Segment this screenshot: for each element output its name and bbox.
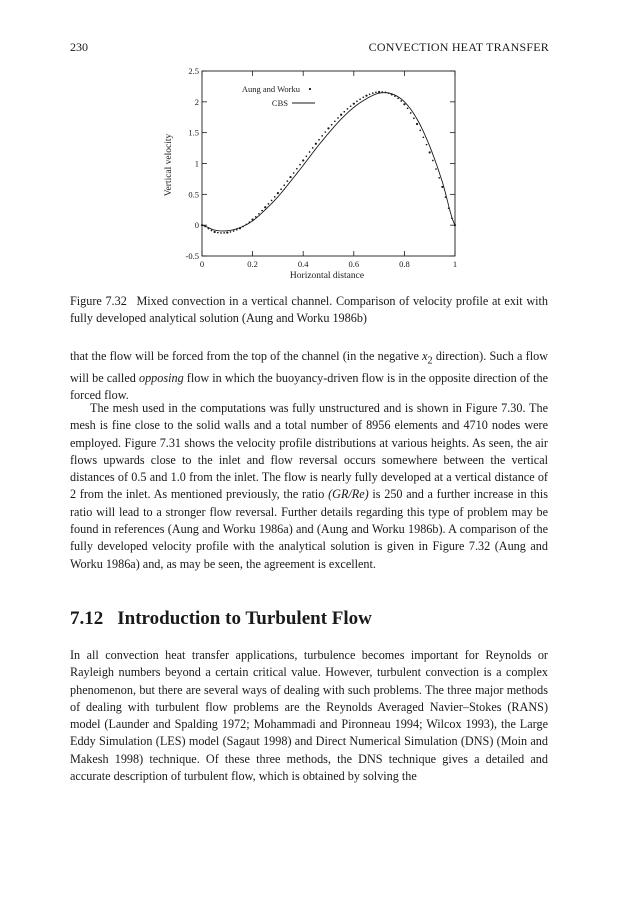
series-dot-aung-worku — [268, 203, 270, 205]
series-dot-aung-worku — [299, 164, 301, 166]
paragraph-continuation — [70, 348, 548, 404]
y-tick-label: 2.5 — [188, 66, 199, 76]
series-dot-aung-worku — [426, 144, 428, 146]
x-axis — [200, 71, 457, 269]
series-dot-aung-worku — [223, 232, 225, 234]
series-dot-aung-worku — [280, 188, 282, 190]
math-x: x — [422, 349, 428, 363]
section-heading — [70, 608, 372, 630]
series-dot-aung-worku — [217, 232, 219, 234]
y-tick-label: 0 — [194, 220, 199, 231]
series-dot-aung-worku — [442, 186, 444, 188]
series-dot-aung-worku — [211, 230, 213, 232]
series-dot-aung-worku — [220, 232, 222, 234]
series-dot-aung-worku — [366, 95, 368, 97]
series-dot-aung-worku — [423, 136, 425, 138]
ratio-gr-re: (GR/Re) — [328, 487, 369, 502]
series-dot-aung-worku — [283, 184, 285, 186]
y-axis — [186, 66, 455, 261]
series-dot-aung-worku — [296, 168, 298, 170]
series-dot-aung-worku — [356, 101, 358, 103]
series-dot-aung-worku — [230, 231, 232, 233]
x-tick-label: 0.4 — [297, 259, 309, 269]
series-dot-aung-worku — [369, 93, 371, 95]
series-dot-aung-worku — [400, 100, 402, 102]
series-dot-aung-worku — [324, 131, 326, 133]
legend-label-cbs: CBS — [271, 98, 288, 108]
series-dot-aung-worku — [413, 117, 415, 119]
section-number: 7.12 — [70, 608, 104, 629]
series-dot-aung-worku — [302, 160, 304, 162]
series-dot-aung-worku — [416, 123, 418, 125]
series-dot-aung-worku — [214, 231, 216, 233]
series-dot-aung-worku — [306, 155, 308, 157]
x-tick-label: 1 — [452, 259, 458, 269]
section-title: Introduction to Turbulent Flow — [117, 608, 372, 629]
y-tick-label: 1.5 — [188, 127, 199, 138]
series-dot-aung-worku — [277, 192, 279, 194]
legend-label-aung-worku: Aung and Worku — [241, 84, 300, 94]
series-dot-aung-worku — [331, 124, 333, 126]
series-dot-aung-worku — [328, 128, 330, 130]
p2-text-b: is 250 and a further increase in this ratio will lead to a stronger flow reversal. Further details regarding this type of problem may be found in references (Aung and Worku 1986a) and (Aung and Worku 1986b). A comparison of the fully developed velocity profile with the analytical solution is given in Figure 7.32 (Aung and Worku 1986a) and, as may be seen, the agreement is excellent. — [70, 487, 548, 571]
y-tick-label: 1 — [194, 158, 199, 169]
emphasis-opposing: opposing — [138, 370, 184, 385]
legend — [242, 84, 315, 108]
p3-text: In all convection heat transfer applications, turbulence becomes important for Reynolds or Rayleigh numbers beyond a certain critical value. However, turbulent convection is a complex phenomenon, but there are several ways of dealing with such problems. The three major methods of dealing with turbulent flow problems are the Reynolds Averaged Navier–Stokes (RANS) model (Launder and Spalding 1972; Mohammadi and Pironneau 1994; Wilcox 1993), the Large Eddy Simulation (LES) model (Sagaut 1998) and Direct Numerical Simulation (DNS) (Moin and Makesh 1998) technique. Of these three methods, the DNS technique gives a detailed and accurate description of turbulent flow, which is obtained by solving the — [70, 648, 548, 784]
series-dot-aung-worku — [343, 111, 345, 113]
velocity-profile-chart — [155, 62, 465, 287]
series-dot-aung-worku — [274, 196, 276, 198]
series-dot-aung-worku — [233, 230, 235, 232]
paragraph-turbulence — [70, 647, 548, 785]
series-dot-aung-worku — [438, 177, 440, 179]
series-dot-aung-worku — [315, 143, 317, 145]
p2-text-a: The mesh used in the computations was fully unstructured and is shown in Figure 7.30. The mesh is fine close to the solid walls and a total number of 8956 elements and 4710 nodes were employed. Figure 7.31 shows the velocity profile distributions at various heights. As seen, the air flows upwards close to the inlet and flow reversal occurs somewhere between the vertical distances of 0.5 and 1.0 from the inlet. The flow is nearly fully developed at a vertical distance of 2 from the inlet. As mentioned previously, the ratio — [70, 401, 548, 502]
figure-caption — [70, 293, 548, 327]
x-axis-label: Horizontal distance — [289, 271, 365, 281]
legend-marker-dot — [309, 88, 311, 90]
running-title: CONVECTION HEAT TRANSFER — [368, 40, 549, 54]
series-dot-aung-worku — [271, 200, 273, 202]
series-dot-aung-worku — [372, 92, 374, 94]
series-dot-aung-worku — [404, 103, 406, 105]
series-dot-aung-worku — [350, 105, 352, 107]
p1-text-a: that the flow will be forced from the top of the channel (in the negative — [70, 349, 423, 363]
x-tick-label: 0.2 — [247, 259, 258, 269]
series-line-cbs — [202, 93, 455, 231]
series-dot-aung-worku — [375, 92, 377, 94]
series-layer — [201, 91, 456, 234]
series-dot-aung-worku — [432, 160, 434, 162]
series-dot-aung-worku — [407, 107, 409, 109]
p1-text-b: direction). Such a flow will be called — [70, 349, 549, 385]
series-dot-aung-worku — [287, 180, 289, 182]
series-dot-aung-worku — [359, 98, 361, 100]
series-dot-aung-worku — [321, 135, 323, 137]
series-dot-aung-worku — [258, 213, 260, 215]
series-dot-aung-worku — [318, 139, 320, 141]
series-dot-aung-worku — [410, 112, 412, 114]
series-dot-aung-worku — [337, 117, 339, 119]
figure-label: Figure 7.32 — [70, 294, 127, 308]
series-dot-aung-worku — [340, 114, 342, 116]
series-dot-aung-worku — [261, 210, 263, 212]
y-tick-label: 2 — [194, 96, 199, 107]
series-dot-aung-worku — [362, 96, 364, 98]
series-dot-aung-worku — [378, 91, 380, 93]
x-tick-label: 0 — [199, 259, 205, 269]
paragraph-mesh — [70, 400, 548, 573]
math-subscript: 2 — [427, 355, 433, 367]
page-number: 230 — [70, 40, 88, 54]
series-dot-aung-worku — [334, 120, 336, 122]
series-dot-aung-worku — [435, 168, 437, 170]
series-dot-aung-worku — [347, 108, 349, 110]
y-axis-label: Vertical velocity — [164, 133, 174, 197]
series-dot-aung-worku — [264, 206, 266, 208]
series-dot-aung-worku — [419, 130, 421, 132]
series-dot-aung-worku — [312, 147, 314, 149]
caption-text: Mixed convection in a vertical channel. Comparison of velocity profile at exit with fully developed analytical solution (Aung and Worku 1986b) — [70, 294, 548, 325]
y-tick-label: -0.5 — [185, 251, 199, 261]
p1-text-c: flow in which the buoyancy-driven flow is in the opposite direction of the forced flow. — [70, 370, 548, 403]
series-dot-aung-worku — [353, 103, 355, 105]
series-dot-aung-worku — [290, 176, 292, 178]
series-dot-aung-worku — [226, 232, 228, 234]
series-dot-aung-worku — [309, 151, 311, 153]
x-tick-label: 0.8 — [399, 259, 410, 269]
series-dot-aung-worku — [293, 172, 295, 174]
series-dot-aung-worku — [429, 152, 431, 154]
page-header — [70, 40, 549, 58]
x-tick-label: 0.6 — [348, 259, 360, 269]
y-tick-label: 0.5 — [188, 189, 199, 200]
